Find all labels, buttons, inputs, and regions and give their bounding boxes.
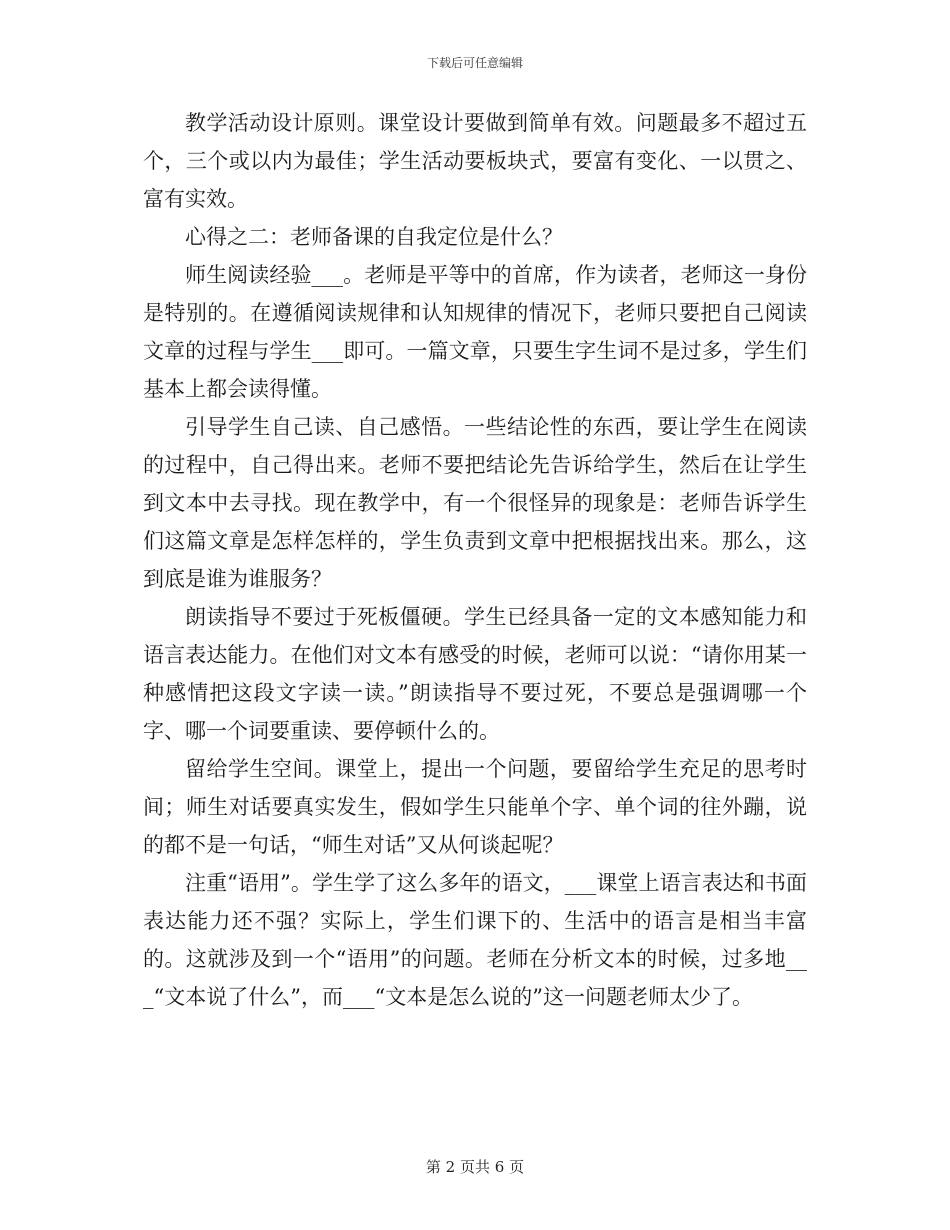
document-body bbox=[143, 104, 807, 1016]
paragraph-language-use: 注重“语用”。学生学了这么多年的语文，___课堂上语言表达和书面表达能力还不强？实际上，学生们课下的、生活中的语言是相当丰富的。这就涉及到一个“语用”的问题。老师在分析文本的时候，过多地___“文本说了什么”，而___“文本是怎么说的”这一问题老师太少了。 bbox=[143, 871, 807, 1009]
paragraph-teaching-principles: 教学活动设计原则。课堂设计要做到简单有效。问题最多不超过五个，三个或以内为最佳；学生活动要板块式，要富有变化、一以贯之、富有实效。 bbox=[143, 111, 807, 211]
paragraph-self-reading: 引导学生自己读、自己感悟。一些结论性的东西，要让学生在阅读的过程中，自己得出来。老师不要把结论先告诉给学生，然后在让学生到文本中去寻找。现在教学中，有一个很怪异的现象是：老师告诉学生们这篇文章是怎样怎样的，学生负责到文章中把根据找出来。那么，这到底是谁为谁服务？ bbox=[143, 415, 807, 591]
paragraph-section-heading: 心得之二：老师备课的自我定位是什么？ bbox=[185, 225, 563, 249]
page-header: 下载后可任意编辑 bbox=[426, 56, 523, 70]
paragraph-reading-experience: 师生阅读经验___。老师是平等中的首席，作为读者，老师这一身份是特别的。在遵循阅读规律和认知规律的情况下，老师只要把自己阅读文章的过程与学生___即可。一篇文章，只要生字生词不是过多，学生们基本上都会读得懂。 bbox=[143, 263, 807, 401]
paragraph-student-space: 留给学生空间。课堂上，提出一个问题，要留给学生充足的思考时间；师生对话要真实发生，假如学生只能单个字、单个词的往外蹦，说的都不是一句话，“师生对话”又从何谈起呢？ bbox=[143, 757, 807, 857]
page-number-footer: 第 2 页共 6 页 bbox=[425, 1158, 525, 1176]
paragraph-reading-aloud: 朗读指导不要过于死板僵硬。学生已经具备一定的文本感知能力和语言表达能力。在他们对文本有感受的时候，老师可以说：“请你用某一种感情把这段文字读一读。”朗读指导不要过死，不要总是强调哪一个字、哪一个词要重读、要停顿什么的。 bbox=[143, 605, 807, 743]
